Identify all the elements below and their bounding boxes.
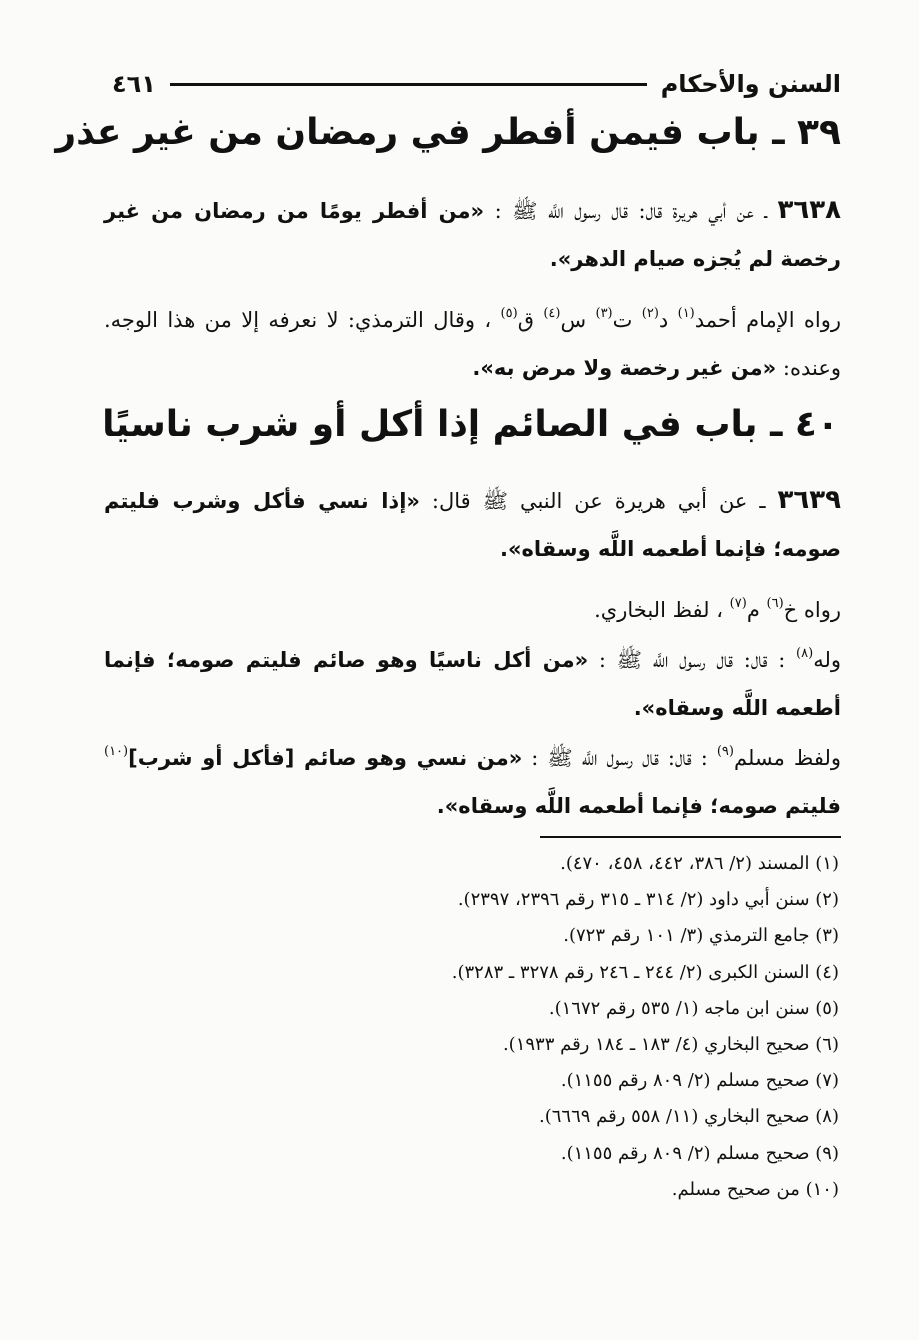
hadith-3639: [104, 476, 841, 573]
hadith-intro: ـ عن أبي هريرة عن النبي ﷺ قال:: [419, 489, 778, 513]
footnote-1: (١) المسند (٢/ ٣٨٦، ٤٤٢، ٤٥٨، ٤٧٠).: [560, 853, 839, 874]
source-text: ولفظ مسلم: [733, 746, 842, 770]
source-text: ت: [612, 308, 642, 332]
footnote-ref: (٣): [595, 306, 613, 321]
footnote-ref: (٧): [729, 596, 747, 611]
chapter-40-heading: ٤٠ ـ باب في الصائم إذا أكل أو شرب ناسيًا: [102, 404, 839, 445]
chapter-39-heading: ٣٩ ـ باب فيمن أفطر في رمضان من غير عذر: [55, 112, 841, 153]
footnote-ref: (٩): [716, 744, 734, 759]
footnote-ref: (١٠): [104, 744, 129, 759]
footnote-ref: (٨): [796, 646, 814, 661]
footnote-ref: (٢): [641, 306, 659, 321]
footnote-ref: (٤): [543, 306, 561, 321]
source-text: ، لفظ البخاري.: [594, 598, 730, 622]
footnote-8: (٨) صحيح البخاري (١١/ ٥٥٨ رقم ٦٦٦٩).: [539, 1106, 839, 1128]
footnote-6: (٦) صحيح البخاري (٤/ ١٨٣ ـ ١٨٤ رقم ١٩٣٣).: [502, 1033, 839, 1055]
muslim-narration: [104, 728, 841, 830]
source-text: س: [560, 308, 596, 332]
footnote-4: (٤) السنن الكبرى (٢/ ٢٤٤ ـ ٢٤٦ رقم ٣٢٧٨ ـ ٣٢٨٣).: [451, 961, 839, 983]
takhrij-3638: [104, 290, 841, 392]
footnote-ref: (٦): [766, 596, 784, 611]
source-text: د: [658, 308, 678, 332]
source-text: رواه خ: [783, 598, 841, 622]
hadith-3638: [104, 186, 841, 283]
hadith-number: ٣٦٣٩: [777, 485, 841, 515]
footnote-ref: (١): [677, 306, 695, 321]
footnote-10: (١٠) من صحيح مسلم.: [671, 1178, 839, 1200]
header-rule: [170, 83, 647, 86]
source-text: م: [746, 598, 767, 622]
footnote-3: (٣) جامع الترمذي (٣/ ١٠١ رقم ٧٢٣).: [563, 925, 839, 947]
page-number: ٤٦١: [112, 70, 156, 98]
footnote-separator: [540, 836, 841, 838]
quoted-text: «من أكل ناسيًا وهو صائم فليتم صومه؛ فإنما أطعمه اللَّه وسقاه».: [104, 648, 841, 720]
source-text: رواه الإمام أحمد: [694, 308, 842, 332]
running-title: السنن والأحكام: [660, 70, 841, 98]
hadith-text: «من أفطر يومًا من رمضان من غير رخصة لم يُجزه صيام الدهر».: [104, 199, 841, 271]
source-text: : قال: قال رسول اللَّه ﷺ :: [522, 746, 717, 770]
footnote-ref: (٥): [500, 306, 518, 321]
footnote-5: (٥) سنن ابن ماجه (١/ ٥٣٥ رقم ١٦٧٢).: [548, 997, 839, 1019]
footnote-9: (٩) صحيح مسلم (٢/ ٨٠٩ رقم ١١٥٥).: [560, 1142, 839, 1164]
source-text: وله: [813, 648, 841, 672]
source-text: : قال: قال رسول اللَّه ﷺ :: [588, 648, 797, 672]
takhrij-3639: [104, 580, 841, 634]
source-text: ، وقال الترمذي: لا نعرفه إلا من هذا الوجه. وعنده:: [104, 308, 841, 380]
footnotes-list: [104, 846, 839, 1208]
wa-lahu-narration: [104, 630, 841, 732]
footnote-7: (٧) صحيح مسلم (٢/ ٨٠٩ رقم ١١٥٥).: [560, 1070, 839, 1092]
hadith-intro: ـ عن أبي هريرة قال: قال رسول اللَّه ﷺ :: [484, 199, 778, 223]
hadith-number: ٣٦٣٨: [777, 195, 841, 225]
quoted-text: «من غير رخصة ولا مرض به».: [472, 356, 777, 380]
quoted-text: فليتم صومه؛ فإنما أطعمه اللَّه وسقاه».: [436, 794, 841, 818]
footnote-2: (٢) سنن أبي داود (٢/ ٣١٤ ـ ٣١٥ رقم ٢٣٩٦، ٢٣٩٧).: [457, 889, 839, 911]
source-text: ق: [517, 308, 544, 332]
page-header: [112, 58, 841, 110]
quoted-text: «من نسي وهو صائم [فأكل أو شرب]: [128, 746, 523, 770]
hadith-text: «إذا نسي فأكل وشرب فليتم صومه؛ فإنما أطعمه اللَّه وسقاه».: [104, 489, 841, 561]
